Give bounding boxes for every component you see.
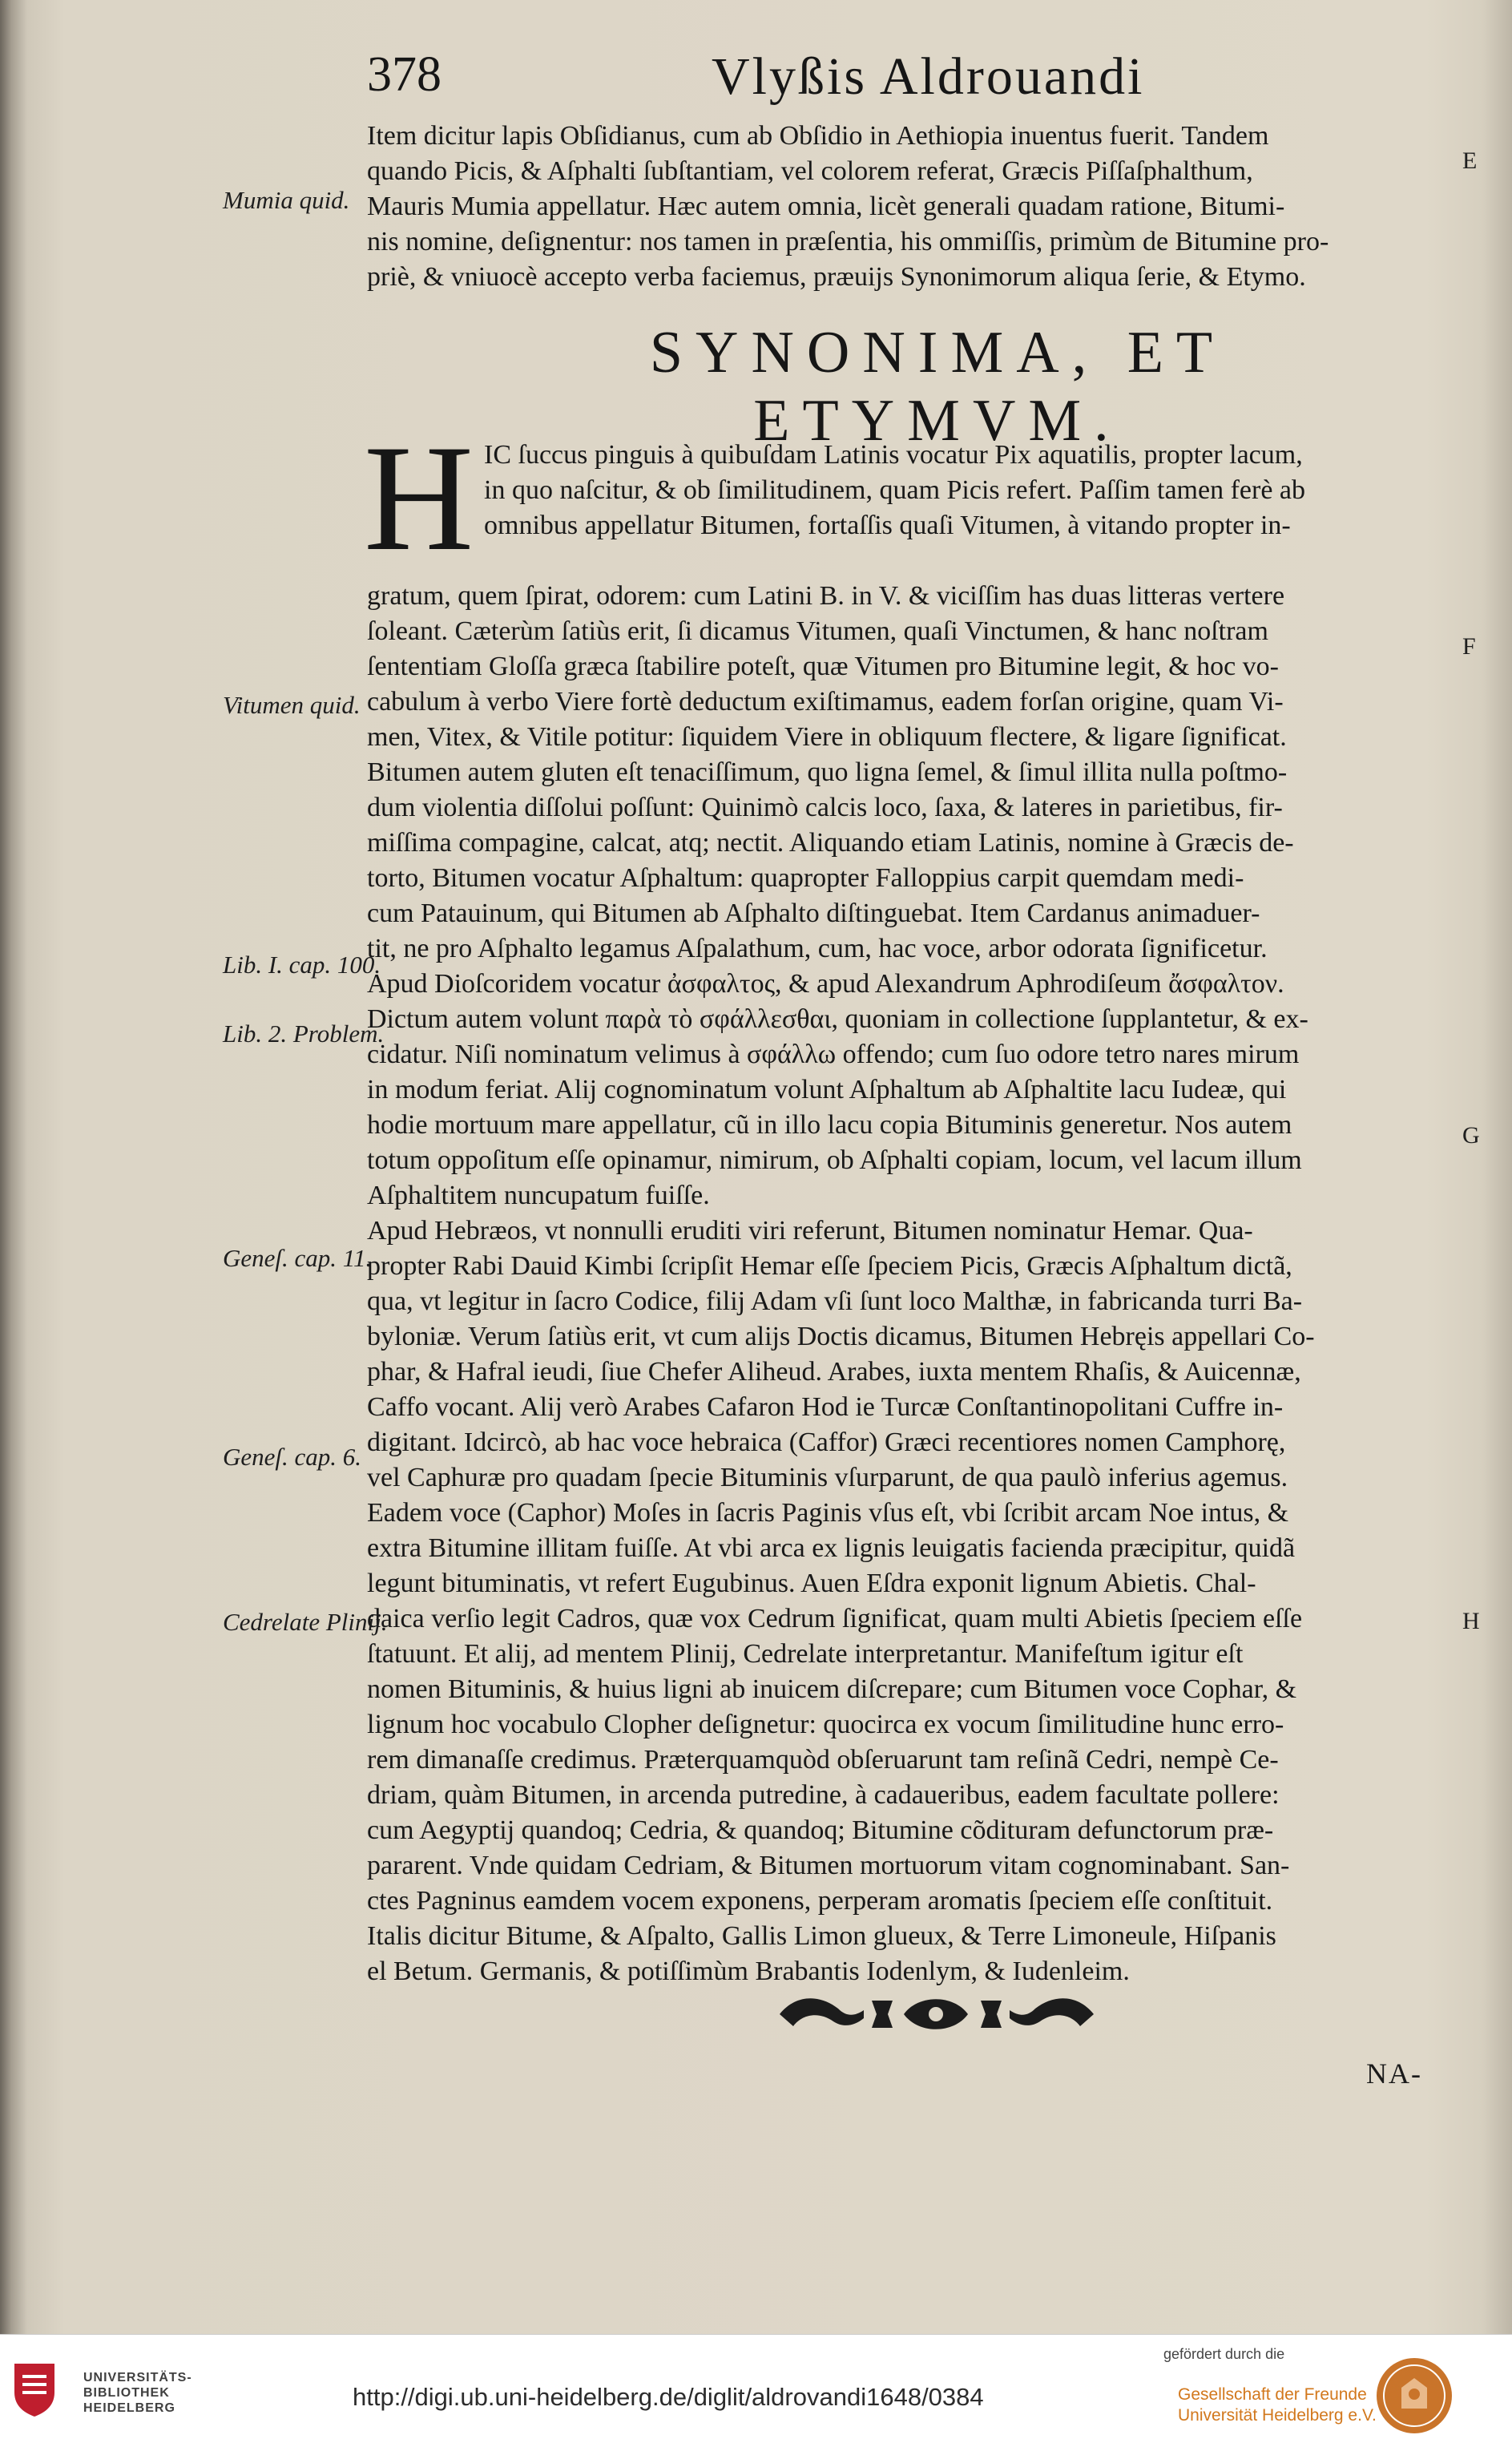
text-line: rem dimanaſſe credimus. Præterquamquòd obſeruarunt tam reſinã Cedri, nempè Ce- [367, 1745, 1279, 1775]
text-line: totum oppoſitum eſſe opinamur, nimirum, ob Aſphalti copiam, locum, vel lacum illum [367, 1145, 1302, 1175]
text-line: Bitumen autem gluten eſt tenaciſſimum, quo ligna ſemel, & ſimul illita nulla poſtmo- [367, 757, 1288, 787]
text-line: omnibus appellatur Bitumen, fortaſſis quaſi Vitumen, à vitando propter in- [484, 511, 1291, 540]
text-line: qua, vt legitur in ſacro Codice, filij Adam vſi ſunt loco Malthæ, in fabricanda turri Ba- [367, 1286, 1303, 1316]
text-line: cabulum à verbo Viere fortè deductum exiſtimamus, eadem forſan origine, quam Vi- [367, 687, 1284, 717]
margin-note-lib-2-problem: Lib. 2. Problem. [223, 1020, 385, 1048]
margin-note-vitumen: Vitumen quid. [223, 691, 361, 719]
printer-ornament [776, 1993, 1098, 2036]
library-name-line: UNIVERSITÄTS- [83, 2371, 192, 2384]
text-line: Italis dicitur Bitume, & Aſpalto, Gallis Limon glueux, & Terre Limoneule, Hiſpanis [367, 1921, 1276, 1951]
section-title: SYNONIMA, ET ETYMVM. [649, 320, 1226, 454]
margin-letter-f: F [1462, 633, 1476, 660]
text-line: ctes Pagninus eamdem vocem exponens, perperam aromatis ſpeciem eſſe conſtituit. [367, 1886, 1273, 1916]
margin-note-genes-11: Geneſ. cap. 11. [223, 1244, 373, 1272]
text-line: quando Picis, & Aſphalti ſubſtantiam, vel colorem referat, Græcis Piſſaſphalthum, [367, 156, 1253, 186]
text-line: byloniæ. Verum ſatiùs erit, vt cum alijs Doctis dicamus, Bitumen Hebręis appellari Co- [367, 1322, 1315, 1351]
intro-paragraph [367, 119, 1457, 295]
text-line: dum violentia diſſolui poſſunt: Quinimò calcis loco, ſaxa, & lateres in parietibus, fir- [367, 793, 1283, 822]
text-line: gratum, quem ſpirat, odorem: cum Latini B. in V. & viciſſim has duas litteras vertere [367, 581, 1285, 611]
library-name [83, 2370, 192, 2416]
sponsor-name[interactable] [1178, 2384, 1377, 2426]
text-line: IC ſuccus pinguis à quibuſdam Latinis vocatur Pix aquatilis, propter lacum, [484, 440, 1303, 470]
text-line: tit, ne pro Aſphalto legamus Aſpalathum, cum, hac voce, arbor odorata ſignificetur. [367, 934, 1268, 963]
text-line: Item dicitur lapis Obſidianus, cum ab Obſidio in Aethiopia inuentus fuerit. Tandem [367, 121, 1269, 151]
text-line: ſoleant. Cæterùm ſatiùs erit, ſi dicamus Vitumen, quaſi Vinctumen, & hanc noſtram [367, 616, 1268, 646]
margin-letter-e: E [1462, 147, 1478, 174]
text-line: Mauris Mumia appellatur. Hæc autem omnia, licèt generali quadam ratione, Bitumi- [367, 192, 1285, 221]
text-line: Apud Dioſcoridem vocatur ἀσφαλτος, & apud Alexandrum Aphrodiſeum ἄσφαλτον. [367, 969, 1284, 999]
running-title: Vlyßis Aldrouandi [712, 47, 1145, 106]
text-line: propter Rabi Dauid Kimbi ſcripſit Hemar eſſe ſpeciem Picis, Græcis Aſphaltum dictã, [367, 1251, 1292, 1281]
text-line: extra Bitumine illitam fuiſſe. At vbi arca ex lignis leuigatis facienda præcipitur, quidã [367, 1533, 1296, 1563]
university-library-logo-icon[interactable] [11, 2360, 58, 2418]
university-seal-icon [1374, 2356, 1454, 2436]
text-line: lignum hoc vocabulo Clopher deſignetur: quocirca ex vocum ſimilitudine hunc erro- [367, 1710, 1284, 1739]
text-line: nomen Bituminis, & huius ligni ab inuicem diſcrepare; cum Bitumen voce Cophar, & [367, 1674, 1297, 1704]
text-line: cum Patauinum, qui Bitumen ab Aſphalto diſtinguebat. Item Cardanus animaduer- [367, 898, 1260, 928]
text-line: daica verſio legit Cadros, quæ vox Cedrum ſignificat, quam multi Abietis ſpeciem eſſe [367, 1604, 1303, 1633]
text-line: Eadem voce (Caphor) Moſes in ſacris Paginis vſus eſt, vbi ſcribit arcam Noe intus, & [367, 1498, 1289, 1528]
text-line: legunt bituminatis, vt refert Eugubinus. Auen Eſdra exponit lignum Abietis. Chal- [367, 1569, 1256, 1598]
drop-cap: H [364, 414, 474, 583]
text-line: el Betum. Germanis, & potiſſimùm Brabantis Iodenlym, & Iudenleim. [367, 1956, 1130, 1986]
margin-letter-h: H [1462, 1608, 1480, 1634]
text-line: Dictum autem volunt παρὰ τὸ σφάλλεσθαι, quoniam in collectione ſupplantetur, & ex- [367, 1004, 1308, 1034]
catchword: NA- [1366, 2057, 1422, 2090]
page-number: 378 [367, 47, 442, 102]
text-line: cidatur. Niſi nominatum velimus à σφάλλω offendo; cum ſuo odore tetro nares mirum [367, 1040, 1300, 1069]
text-line: Caffo vocant. Alij verò Arabes Cafaron Hod ie Turcæ Conſtantinopolitani Cuffre in- [367, 1392, 1284, 1422]
text-line: men, Vitex, & Vitile potitur: ſiquidem Viere in obliquum flectere, & ligare ſignificat. [367, 722, 1287, 752]
text-line: ſententiam Gloſſa græca ſtabilire poteſt, quæ Vitumen pro Bitumine legit, & hoc vo- [367, 652, 1280, 681]
text-line: hodie mortuum mare appellatur, cũ in illo lacu copia Bituminis generetur. Nos autem [367, 1110, 1292, 1140]
text-line: torto, Bitumen vocatur Aſphaltum: quapropter Falloppius carpit quemdam medi- [367, 863, 1244, 893]
text-line: cum Aegyptij quandoq; Cedria, & quandoq; Bitumine cõdituram defunctorum præ- [367, 1815, 1274, 1845]
permalink-url[interactable]: http://digi.ub.uni-heidelberg.de/diglit/aldrovandi1648/0384 [353, 2383, 984, 2411]
body-text [367, 579, 1457, 1989]
text-line: Aſphaltitem nuncupatum fuiſſe. [367, 1181, 710, 1210]
text-line: priè, & vniuocè accepto verba faciemus, præuijs Synonimorum aliqua ſerie, & Etymo. [367, 262, 1306, 292]
margin-note-lib-i-cap: Lib. I. cap. 100. [223, 951, 381, 979]
text-line: in quo naſcitur, & ob ſimilitudinem, quam Picis refert. Paſſim tamen ferè ab [484, 475, 1306, 505]
library-name-line: BIBLIOTHEK [83, 2386, 170, 2400]
margin-note-cedrelate: Cedrelate Plinij. [223, 1608, 388, 1636]
sponsor-label: gefördert durch die [1163, 2346, 1285, 2362]
text-line: phar, & Hafral ieudi, ſiue Chefer Aliheud. Arabes, iuxta mentem Rhaſis, & Auicennæ, [367, 1357, 1301, 1387]
sponsor-name-line: Universität Heidelberg e.V. [1178, 2406, 1377, 2425]
text-line: ſtatuunt. Et alij, ad mentem Plinij, Cedrelate interpretantur. Manifeſtum igitur eſt [367, 1639, 1244, 1669]
text-line: Apud Hebræos, vt nonnulli eruditi viri referunt, Bitumen nominatur Hemar. Qua- [367, 1216, 1253, 1246]
margin-note-mumia: Mumia quid. [223, 186, 350, 214]
footer-bar [0, 2334, 1512, 2443]
text-line: in modum feriat. Alij cognominatum volunt Aſphaltum ab Aſphaltite lacu Iudeæ, qui [367, 1075, 1287, 1104]
margin-note-genes-6: Geneſ. cap. 6. [223, 1443, 362, 1471]
text-line: pararent. Vnde quidam Cedriam, & Bitumen mortuorum vitam cognominabant. San- [367, 1851, 1290, 1880]
text-line: driam, quàm Bitumen, in arcenda putredine, à cadaueribus, eadem facultate pollere: [367, 1780, 1280, 1810]
text-line: digitant. Idcircò, ab hac voce hebraica (Caffor) Græci recentiores nomen Camphorę, [367, 1427, 1286, 1457]
sponsor-name-line: Gesellschaft der Freunde [1178, 2385, 1367, 2404]
text-line: miſſima compagine, calcat, atq; nectit. Aliquando etiam Latinis, nomine à Græcis de- [367, 828, 1294, 858]
margin-letter-g: G [1462, 1122, 1480, 1149]
library-name-line: HEIDELBERG [83, 2401, 175, 2415]
first-paragraph-opening [484, 438, 1454, 543]
text-line: vel Caphuræ pro quadam ſpecie Bituminis vſurparunt, de qua paulò inferius agemus. [367, 1463, 1288, 1492]
text-line: nis nomine, deſignentur: nos tamen in præſentia, his ommiſſis, primùm de Bitumine pro- [367, 227, 1329, 256]
